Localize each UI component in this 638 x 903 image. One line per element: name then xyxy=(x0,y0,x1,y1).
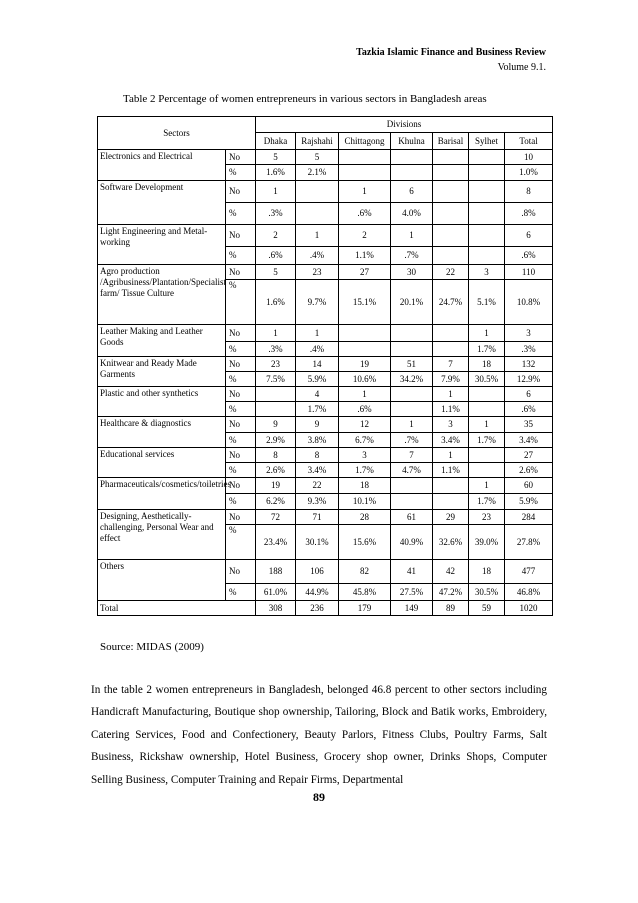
table-cell: .6% xyxy=(256,247,296,265)
table-cell: 30 xyxy=(391,265,433,280)
table-cell: 41 xyxy=(391,560,433,584)
table-cell: 6 xyxy=(505,387,553,402)
table-row xyxy=(98,417,553,433)
unit-label: % xyxy=(226,463,256,478)
table-cell: 40.9% xyxy=(391,525,433,560)
sector-name: Light Engineering and Metal-working xyxy=(98,225,226,265)
table-cell xyxy=(469,150,505,165)
table-cell: .4% xyxy=(296,247,339,265)
table-cell: 45.8% xyxy=(339,584,391,601)
table-cell xyxy=(339,325,391,342)
table-cell: 10.6% xyxy=(339,372,391,387)
unit-label: % xyxy=(226,203,256,225)
table-cell: 2.6% xyxy=(256,463,296,478)
table-cell: .3% xyxy=(256,203,296,225)
unit-label: No xyxy=(226,225,256,247)
table-cell xyxy=(469,402,505,417)
table-cell: 44.9% xyxy=(296,584,339,601)
table-cell: 27.8% xyxy=(505,525,553,560)
table-cell: 5 xyxy=(256,150,296,165)
table-cell: 7.5% xyxy=(256,372,296,387)
table-row xyxy=(98,265,553,280)
table-cell xyxy=(391,478,433,494)
sector-name: Electronics and Electrical xyxy=(98,150,226,181)
table-cell: 2.6% xyxy=(505,463,553,478)
table-cell: 1 xyxy=(391,417,433,433)
table-cell: 1.7% xyxy=(339,463,391,478)
column-header: Dhaka xyxy=(256,133,296,150)
table-row xyxy=(98,325,553,342)
total-cell: 179 xyxy=(339,601,391,616)
unit-label: No xyxy=(226,325,256,342)
table-cell: 28 xyxy=(339,510,391,525)
table-cell xyxy=(433,225,469,247)
table-cell: 1.6% xyxy=(256,280,296,325)
sector-name: Designing, Aesthetically-challenging, Personal Wear and effect xyxy=(98,510,226,560)
table-cell: 27.5% xyxy=(391,584,433,601)
table-cell: 29 xyxy=(433,510,469,525)
table-cell: 61.0% xyxy=(256,584,296,601)
table-cell xyxy=(391,342,433,357)
table-cell xyxy=(339,342,391,357)
table-cell: .6% xyxy=(505,247,553,265)
sector-name: Agro production /Agribusiness/Plantation/Specialist farm/ Tissue Culture xyxy=(98,265,226,325)
unit-label: No xyxy=(226,510,256,525)
column-header: Rajshahi xyxy=(296,133,339,150)
table-cell xyxy=(391,325,433,342)
table-cell: 1 xyxy=(296,225,339,247)
table-source: Source: MIDAS (2009) xyxy=(100,641,204,653)
journal-volume: Volume 9.1. xyxy=(497,62,546,73)
table-cell xyxy=(433,181,469,203)
unit-label: % xyxy=(226,402,256,417)
table-cell: 32.6% xyxy=(433,525,469,560)
table-cell: 1.1% xyxy=(339,247,391,265)
table-cell: 6 xyxy=(391,181,433,203)
table-cell: 3.8% xyxy=(296,433,339,448)
table-cell: 2 xyxy=(256,225,296,247)
table-cell: 8 xyxy=(296,448,339,463)
table-cell: 1 xyxy=(391,225,433,247)
table-cell: 5.1% xyxy=(469,280,505,325)
table-cell: 3 xyxy=(339,448,391,463)
table-row xyxy=(98,387,553,402)
table-cell: 42 xyxy=(433,560,469,584)
unit-label: No xyxy=(226,265,256,280)
table-cell xyxy=(433,150,469,165)
table-row xyxy=(98,225,553,247)
sector-name: Pharmaceuticals/cosmetics/toiletries xyxy=(98,478,226,510)
sector-name: Leather Making and Leather Goods xyxy=(98,325,226,357)
unit-label: No xyxy=(226,560,256,584)
table-row xyxy=(98,560,553,584)
table-cell xyxy=(433,203,469,225)
table-cell: 9.7% xyxy=(296,280,339,325)
table-cell: 30.1% xyxy=(296,525,339,560)
unit-label: % xyxy=(226,433,256,448)
table-cell: 39.0% xyxy=(469,525,505,560)
table-caption: Table 2 Percentage of women entrepreneurs in various sectors in Bangladesh areas xyxy=(123,93,487,105)
unit-label: No xyxy=(226,478,256,494)
table-cell: 71 xyxy=(296,510,339,525)
table-cell xyxy=(469,448,505,463)
table-cell: .6% xyxy=(339,402,391,417)
table-cell: 1 xyxy=(469,478,505,494)
table-cell: 10 xyxy=(505,150,553,165)
table-cell: 12 xyxy=(339,417,391,433)
sector-name: Educational services xyxy=(98,448,226,478)
unit-label: No xyxy=(226,448,256,463)
sector-name: Healthcare & diagnostics xyxy=(98,417,226,448)
table-cell: 30.5% xyxy=(469,584,505,601)
unit-label: % xyxy=(226,494,256,510)
table-cell: 3 xyxy=(469,265,505,280)
table-cell: 1 xyxy=(433,387,469,402)
table-cell: 14 xyxy=(296,357,339,372)
unit-label: No xyxy=(226,181,256,203)
table-body xyxy=(98,150,553,616)
table-cell: 46.8% xyxy=(505,584,553,601)
unit-label: % xyxy=(226,247,256,265)
table-cell: 19 xyxy=(339,357,391,372)
table-cell: 22 xyxy=(433,265,469,280)
body-paragraph: In the table 2 women entrepreneurs in Bangladesh, belonged 46.8 percent to other sectors including Handicraft Manufacturing, Boutique shop ownership, Tailoring, Block and Batik works, Embroidery, Catering Services, Food and Confectionery, Beauty Parlors, Fitness Clubs, Poultry Farms, Salt Business, Rickshaw ownership, Hotel Business, Grocery shop owner, Drinks Shops, Computer Selling Business, Computer Training and Repair Firms, Departmental xyxy=(91,684,547,786)
total-cell: 236 xyxy=(296,601,339,616)
table-cell: 61 xyxy=(391,510,433,525)
unit-label: % xyxy=(226,372,256,387)
table-cell: 3 xyxy=(505,325,553,342)
table-cell: 12.9% xyxy=(505,372,553,387)
table-cell: 1 xyxy=(469,417,505,433)
table-cell: 9 xyxy=(256,417,296,433)
table-cell: 23 xyxy=(256,357,296,372)
table-cell: .7% xyxy=(391,247,433,265)
page-number: 89 xyxy=(313,790,325,804)
table-cell: 132 xyxy=(505,357,553,372)
table-cell: 3.4% xyxy=(296,463,339,478)
unit-label: % xyxy=(226,584,256,601)
table-cell: 35 xyxy=(505,417,553,433)
table-cell: 2 xyxy=(339,225,391,247)
table-cell: 1.1% xyxy=(433,402,469,417)
table-cell xyxy=(469,203,505,225)
table-cell: 6.2% xyxy=(256,494,296,510)
table-cell xyxy=(433,494,469,510)
table-cell: 10.1% xyxy=(339,494,391,510)
table-cell xyxy=(433,165,469,181)
unit-label: No xyxy=(226,387,256,402)
table-cell: 106 xyxy=(296,560,339,584)
table-cell: 5 xyxy=(296,150,339,165)
table-cell: 7 xyxy=(391,448,433,463)
table-cell xyxy=(469,463,505,478)
table-cell xyxy=(256,387,296,402)
table-cell: 6.7% xyxy=(339,433,391,448)
table-row xyxy=(98,181,553,203)
table-cell: 10.8% xyxy=(505,280,553,325)
table-cell: 24.7% xyxy=(433,280,469,325)
table-cell xyxy=(469,387,505,402)
table-cell: 1.0% xyxy=(505,165,553,181)
table-cell: 22 xyxy=(296,478,339,494)
table-cell xyxy=(433,325,469,342)
table-cell: 8 xyxy=(505,181,553,203)
table-row xyxy=(98,448,553,463)
table-cell: 34.2% xyxy=(391,372,433,387)
table-cell: 5 xyxy=(256,265,296,280)
table-cell: 1.6% xyxy=(256,165,296,181)
table-cell xyxy=(391,494,433,510)
table-cell: 4.7% xyxy=(391,463,433,478)
column-header: Total xyxy=(505,133,553,150)
table-cell: 5.9% xyxy=(505,494,553,510)
table-cell: 4 xyxy=(296,387,339,402)
table-row xyxy=(98,357,553,372)
unit-label: % xyxy=(226,165,256,181)
table-cell: .3% xyxy=(505,342,553,357)
journal-title: Tazkia Islamic Finance and Business Review xyxy=(356,47,546,58)
unit-label: No xyxy=(226,357,256,372)
table-cell: 1 xyxy=(433,448,469,463)
table-cell: 477 xyxy=(505,560,553,584)
table-cell: 1.7% xyxy=(469,494,505,510)
table-cell: 1.1% xyxy=(433,463,469,478)
table-cell: 1 xyxy=(339,387,391,402)
table-cell: 3 xyxy=(433,417,469,433)
table-cell: 60 xyxy=(505,478,553,494)
column-header: Chittagong xyxy=(339,133,391,150)
table-cell: 3.4% xyxy=(505,433,553,448)
table-cell: 1 xyxy=(256,325,296,342)
table-cell: 20.1% xyxy=(391,280,433,325)
column-header: Khulna xyxy=(391,133,433,150)
table-row xyxy=(98,478,553,494)
table-cell: .6% xyxy=(339,203,391,225)
table-cell: 1.7% xyxy=(469,433,505,448)
table-cell: 15.6% xyxy=(339,525,391,560)
table-cell: 1 xyxy=(469,325,505,342)
unit-label: No xyxy=(226,150,256,165)
divisions-header: Divisions xyxy=(256,117,553,133)
sector-name: Software Development xyxy=(98,181,226,225)
sector-name: Plastic and other synthetics xyxy=(98,387,226,417)
total-cell: 59 xyxy=(469,601,505,616)
table-cell xyxy=(469,181,505,203)
table-cell: 110 xyxy=(505,265,553,280)
table-cell xyxy=(296,203,339,225)
table-cell: .7% xyxy=(391,433,433,448)
table-cell: 27 xyxy=(505,448,553,463)
table-cell: 2.1% xyxy=(296,165,339,181)
table-cell: 9.3% xyxy=(296,494,339,510)
table-cell: 9 xyxy=(296,417,339,433)
table-cell xyxy=(391,150,433,165)
total-cell: 89 xyxy=(433,601,469,616)
total-cell: 1020 xyxy=(505,601,553,616)
table-cell: 23.4% xyxy=(256,525,296,560)
table-row xyxy=(98,150,553,165)
table-cell: .3% xyxy=(256,342,296,357)
table-cell xyxy=(296,181,339,203)
total-cell: 149 xyxy=(391,601,433,616)
table-cell: .4% xyxy=(296,342,339,357)
sectors-table xyxy=(97,116,553,616)
table-cell: 1 xyxy=(256,181,296,203)
table-cell: 3.4% xyxy=(433,433,469,448)
unit-label: % xyxy=(226,280,256,325)
table-cell: .6% xyxy=(505,402,553,417)
sector-name: Knitwear and Ready Made Garments xyxy=(98,357,226,387)
table-cell xyxy=(391,165,433,181)
table-cell: 188 xyxy=(256,560,296,584)
table-cell: 4.0% xyxy=(391,203,433,225)
table-cell: 1 xyxy=(296,325,339,342)
table-cell xyxy=(433,342,469,357)
table-cell xyxy=(469,247,505,265)
table-cell: 8 xyxy=(256,448,296,463)
table-cell: 1.7% xyxy=(469,342,505,357)
table-cell: 82 xyxy=(339,560,391,584)
unit-label: % xyxy=(226,525,256,560)
table-cell: 18 xyxy=(469,560,505,584)
table-cell xyxy=(469,225,505,247)
table-cell: 72 xyxy=(256,510,296,525)
table-cell xyxy=(433,247,469,265)
table-row xyxy=(98,510,553,525)
table-cell xyxy=(339,165,391,181)
table-cell xyxy=(469,165,505,181)
column-header: Barisal xyxy=(433,133,469,150)
table-cell: 7 xyxy=(433,357,469,372)
table-cell: 6 xyxy=(505,225,553,247)
table-cell: 1.7% xyxy=(296,402,339,417)
table-cell xyxy=(339,150,391,165)
table-cell: 51 xyxy=(391,357,433,372)
table-cell: 19 xyxy=(256,478,296,494)
total-cell: 308 xyxy=(256,601,296,616)
table-cell xyxy=(391,387,433,402)
table-cell xyxy=(433,478,469,494)
table-cell: 23 xyxy=(296,265,339,280)
unit-label: % xyxy=(226,342,256,357)
column-header: Sylhet xyxy=(469,133,505,150)
table-cell: 15.1% xyxy=(339,280,391,325)
total-row xyxy=(98,601,553,616)
table-cell: 23 xyxy=(469,510,505,525)
table-cell: 5.9% xyxy=(296,372,339,387)
table-cell: 30.5% xyxy=(469,372,505,387)
sector-name: Others xyxy=(98,560,226,601)
table-cell: 47.2% xyxy=(433,584,469,601)
table-cell: .8% xyxy=(505,203,553,225)
table-cell: 18 xyxy=(469,357,505,372)
table-cell: 2.9% xyxy=(256,433,296,448)
sectors-header: Sectors xyxy=(98,117,256,150)
table-cell xyxy=(256,402,296,417)
table-cell xyxy=(391,402,433,417)
table-cell: 1 xyxy=(339,181,391,203)
table-cell: 18 xyxy=(339,478,391,494)
table-cell: 7.9% xyxy=(433,372,469,387)
table-cell: 27 xyxy=(339,265,391,280)
table-cell: 284 xyxy=(505,510,553,525)
unit-label: No xyxy=(226,417,256,433)
total-label: Total xyxy=(98,601,256,616)
